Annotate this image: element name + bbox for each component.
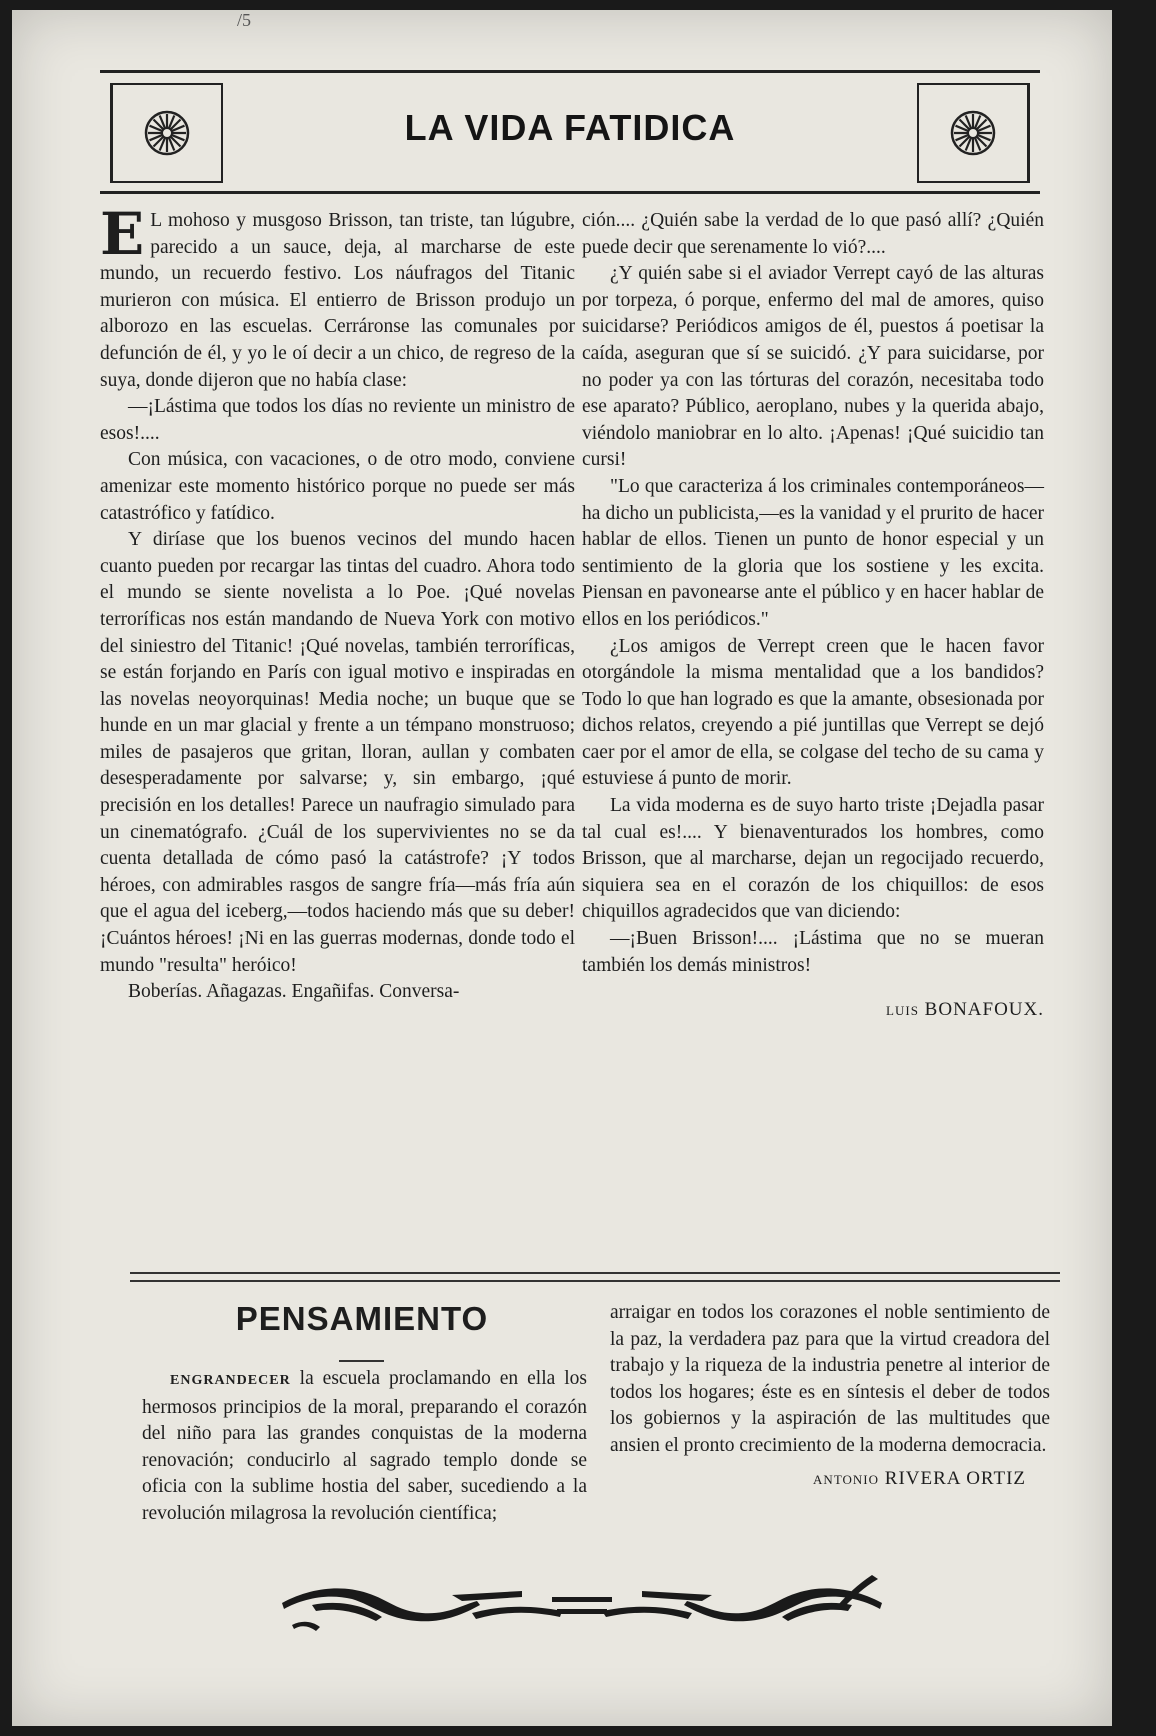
article-paragraph: Boberías. Añagazas. Engañifas. Conversa- (128, 981, 460, 1003)
article-paragraph: ción.... ¿Quién sabe la verdad de lo que pasó allí? ¿Quién puede decir que serenamente lo vió?.... (582, 210, 1044, 258)
page (12, 10, 1112, 1726)
signature-first-name: LUIS (886, 1003, 919, 1019)
page-number-mark: /5 (237, 10, 252, 30)
signature-last-name: BONAFOUX. (924, 999, 1044, 1021)
article-signature (582, 997, 1044, 1025)
article-title: LA VIDA FATIDICA (404, 107, 736, 148)
rosette-icon (143, 109, 191, 157)
article-column-1 (100, 200, 575, 1006)
pensamiento-column-1 (142, 1366, 587, 1528)
section-divider (130, 1272, 1060, 1282)
signature-last-name: RIVERA ORTIZ (884, 1467, 1026, 1489)
pensamiento-paragraph: arraigar en todos los corazones el noble sentimiento de la paz, la verdadera paz para que la virtud creadora del trabajo y la riqueza de la industria penetre al interior de todos los hogares; éste es en síntesis el deber de todos los gobiernos y la aspiración de las multitudes que ansien el pronto crecimiento de la moderna democracia. (610, 1302, 1050, 1456)
title-underline (339, 1360, 384, 1362)
pensamiento-title: PENSAMIENTO (235, 1300, 489, 1337)
drop-cap: E (100, 200, 145, 268)
header-left-box (110, 83, 223, 183)
article-paragraph: La vida moderna es de suyo harto triste ¡Dejadla pasar tal cual es!.... Y bienaventurados los hombres, como Brisson, que al marcharse, dejan un regocijado recuerdo, siquiera sea en el corazón de los chiquillos: de esos chiquillos agradecidos que van diciendo: (582, 795, 1044, 923)
article-column-2 (582, 208, 1044, 1025)
article-paragraph: ¿Los amigos de Verrept creen que le hacen favor otorgándole la misma mentalidad que a los bandidos? Todo lo que han logrado es que la amante, obsesionada por dichos relatos, creyendo a pié juntillas que Verrept se dejó caer por el amor de ella, se colgase del techo de su cama y estuviese á punto de morir. (582, 635, 1044, 790)
decorative-ornament (272, 1565, 892, 1645)
lead-word: ENGRANDECER (170, 1373, 291, 1388)
header-right-box (917, 83, 1030, 183)
article-paragraph: ¿Y quién sabe si el aviador Verrept cayó de las alturas por torpeza, ó porque, enfermo del mal de amores, quiso suicidarse? Periódicos amigos de él, puestos á poetisar la caída, aseguran que sí se suicidó. ¿Y para suicidarse, por no poder ya con las tórturas del corazón, necesitaba todo ese aparato? Público, aeroplano, nubes y la querida abajo, viéndolo maniobrar en lo alto. ¡Apenas! ¡Qué suicidio tan cursi! (582, 263, 1044, 471)
article-paragraph: —¡Buen Brisson!.... ¡Lástima que no se mueran también los demás ministros! (582, 928, 1044, 976)
pensamiento-column-2 (610, 1300, 1050, 1493)
article-paragraph: —¡Lástima que todos los días no reviente un ministro de esos!.... (100, 396, 575, 444)
rosette-icon (949, 109, 997, 157)
article-paragraph: "Lo que caracteriza á los criminales contemporáneos—ha dicho un publicista,—es la vanidad y el prurito de hacer hablar de ellos. Tienen un punto de honor especial y un sentimiento de la gloria que los sostiene y les excita. Piensan en pavonearse ante el público y en hacer hablar de ellos en los periódicos." (582, 475, 1044, 630)
pensamiento-paragraph: ENGRANDECER la escuela proclamando en ella los hermosos principios de la moral, preparando el corazón del niño para las grandes conquistas de la moderna renovación; conducirlo al sagrado templo donde se oficia con la sublime hostia del saber, sucediendo a la revolución milagrosa la revolución científica; (142, 1368, 587, 1524)
article-paragraph: E L mohoso y musgoso Brisson, tan triste, tan lúgubre, parecido a un sauce, deja, al marcharse de este mundo, un recuerdo festivo. Los náufragos del Titanic murieron con música. El entierro de Brisson produjo un alborozo en las escuelas. Cerráronse las comunales por defunción de él, y yo le oí decir a un chico, de regreso de la suya, donde dijeron que no había clase: (100, 200, 575, 391)
pensamiento-signature (610, 1466, 1050, 1494)
article-paragraph: Con música, con vacaciones, o de otro modo, conviene amenizar este momento histórico porque no puede ser más catastrófico y fatídico. (100, 449, 575, 524)
signature-first-name: ANTONIO (813, 1471, 880, 1487)
article-header (100, 70, 1040, 194)
article-paragraph: Y diríase que los buenos vecinos del mundo hacen cuanto pueden por recargar las tintas del cuadro. Ahora todo el mundo se siente novelista a lo Poe. ¡Qué novelas terroríficas nos están mandando de Nueva York con motivo del siniestro del Titanic! ¡Qué novelas, también terroríficas, se están forjando en París con igual motivo e inspiradas en las novelas neoyorquinas! Media noche; un buque que se hunde en un mar glacial y frente a un témpano monstruoso; miles de pasajeros que gritan, lloran, aullan y combaten desesperadamente por salvarse; y, sin embargo, ¡qué precisión en los detalles! Parece un naufragio simulado para un cinematógrafo. ¿Cuál de los supervivientes no se da cuenta detallada de cómo pasó la catástrofe? ¡Y todos héroes, con admirables rasgos de sangre fría—más fría aún que el agua del iceberg,—todos haciendo más que su deber! ¡Cuántos héroes! ¡Ni en las guerras modernas, donde todo el mundo "resulta" heróico! (100, 529, 575, 976)
